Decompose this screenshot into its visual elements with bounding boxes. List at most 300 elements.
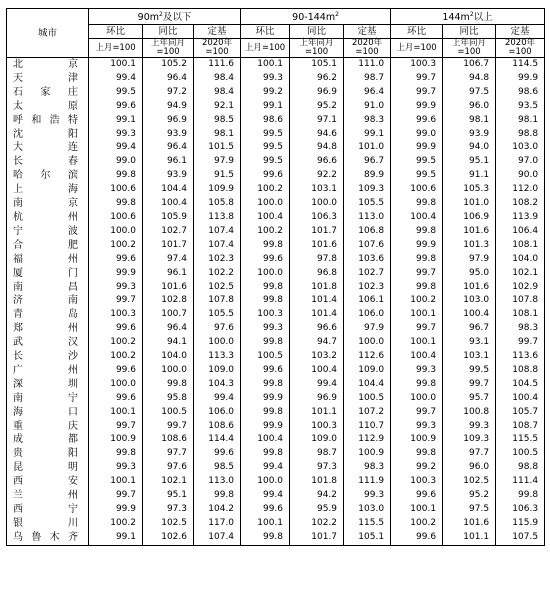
index-value: 115.5 xyxy=(496,433,545,447)
base-header-mom xyxy=(391,39,443,58)
index-value: 98.7 xyxy=(290,447,344,461)
index-value: 100.2 xyxy=(89,517,143,531)
index-value: 99.8 xyxy=(241,531,290,545)
index-value: 101.4 xyxy=(290,294,344,308)
index-value: 100.6 xyxy=(89,183,143,197)
table-row xyxy=(7,253,545,267)
index-value: 95.9 xyxy=(290,503,344,517)
table-row xyxy=(7,489,545,503)
index-value: 100.9 xyxy=(391,433,443,447)
base-header-mom xyxy=(89,39,143,58)
city-name: 西宁 xyxy=(7,503,89,517)
index-value: 101.7 xyxy=(143,239,194,253)
index-value: 100.0 xyxy=(194,336,241,350)
index-value: 99.8 xyxy=(89,197,143,211)
index-value: 99.7 xyxy=(391,86,443,100)
index-value: 113.6 xyxy=(496,350,545,364)
index-value: 109.3 xyxy=(443,433,496,447)
index-value: 102.2 xyxy=(290,517,344,531)
index-value: 100.1 xyxy=(391,336,443,350)
index-value: 100.9 xyxy=(89,433,143,447)
index-value: 115.9 xyxy=(496,517,545,531)
index-value: 99.6 xyxy=(89,392,143,406)
index-value: 108.6 xyxy=(194,420,241,434)
index-value: 99.6 xyxy=(241,169,290,183)
index-value: 104.4 xyxy=(143,183,194,197)
index-value: 107.8 xyxy=(496,294,545,308)
base-header-mom xyxy=(241,39,290,58)
base-header-line: =100 xyxy=(156,47,180,57)
index-value: 100.3 xyxy=(241,308,290,322)
index-value: 98.6 xyxy=(241,114,290,128)
base-header-base xyxy=(344,39,391,58)
index-value: 96.7 xyxy=(443,322,496,336)
table-row xyxy=(7,239,545,253)
index-value: 101.6 xyxy=(443,225,496,239)
index-value: 100.2 xyxy=(391,517,443,531)
index-value: 114.4 xyxy=(194,433,241,447)
index-value: 97.7 xyxy=(143,447,194,461)
table-body xyxy=(7,58,545,546)
index-value: 99.8 xyxy=(241,281,290,295)
index-value: 99.5 xyxy=(443,364,496,378)
index-value: 99.4 xyxy=(194,392,241,406)
index-value: 99.3 xyxy=(89,461,143,475)
index-value: 101.7 xyxy=(290,531,344,545)
base-header-line: 上月=100 xyxy=(95,42,136,53)
index-value: 104.0 xyxy=(496,253,545,267)
base-header-base xyxy=(194,39,241,58)
index-value: 100.2 xyxy=(89,239,143,253)
index-value: 90.0 xyxy=(496,169,545,183)
index-value: 100.4 xyxy=(443,308,496,322)
index-value: 99.5 xyxy=(89,86,143,100)
index-value: 101.6 xyxy=(143,281,194,295)
index-value: 95.0 xyxy=(443,267,496,281)
index-value: 96.1 xyxy=(143,155,194,169)
index-value: 99.4 xyxy=(241,489,290,503)
index-value: 100.7 xyxy=(143,308,194,322)
index-value: 106.0 xyxy=(344,308,391,322)
index-value: 98.4 xyxy=(194,72,241,86)
index-value: 110.7 xyxy=(344,420,391,434)
index-value: 99.6 xyxy=(391,489,443,503)
index-value: 93.9 xyxy=(143,128,194,142)
index-value: 99.5 xyxy=(391,169,443,183)
index-value: 107.4 xyxy=(194,225,241,239)
index-value: 105.9 xyxy=(143,211,194,225)
index-value: 111.4 xyxy=(496,475,545,489)
table-row xyxy=(7,517,545,531)
index-value: 113.8 xyxy=(194,211,241,225)
index-value: 105.3 xyxy=(443,183,496,197)
index-value: 105.2 xyxy=(143,58,194,72)
index-value: 99.5 xyxy=(241,155,290,169)
index-value: 100.2 xyxy=(391,294,443,308)
city-name: 西安 xyxy=(7,475,89,489)
index-value: 103.1 xyxy=(443,350,496,364)
index-value: 97.5 xyxy=(443,86,496,100)
index-value: 99.1 xyxy=(344,128,391,142)
index-value: 102.5 xyxy=(143,517,194,531)
table-row xyxy=(7,503,545,517)
city-name: 重庆 xyxy=(7,420,89,434)
index-value: 99.5 xyxy=(241,141,290,155)
index-value: 99.6 xyxy=(391,114,443,128)
index-value: 96.1 xyxy=(143,267,194,281)
table-row xyxy=(7,225,545,239)
table-row xyxy=(7,350,545,364)
base-header-line: 2020年 xyxy=(351,38,383,48)
index-value: 100.0 xyxy=(241,197,290,211)
index-value: 89.9 xyxy=(344,169,391,183)
index-value: 95.8 xyxy=(143,392,194,406)
index-value: 101.6 xyxy=(290,239,344,253)
index-value: 97.8 xyxy=(290,253,344,267)
index-value: 97.5 xyxy=(443,503,496,517)
base-header-line: 上月=100 xyxy=(396,42,437,53)
city-name: 成都 xyxy=(7,433,89,447)
index-value: 99.4 xyxy=(89,141,143,155)
table-row xyxy=(7,86,545,100)
index-value: 94.6 xyxy=(290,128,344,142)
index-value: 99.9 xyxy=(391,239,443,253)
index-value: 99.8 xyxy=(496,489,545,503)
city-name: 福州 xyxy=(7,253,89,267)
index-value: 92.1 xyxy=(194,100,241,114)
index-value: 102.5 xyxy=(194,281,241,295)
base-header-base xyxy=(496,39,545,58)
index-value: 94.8 xyxy=(443,72,496,86)
index-value: 111.9 xyxy=(344,475,391,489)
index-value: 100.4 xyxy=(241,211,290,225)
index-value: 93.9 xyxy=(443,128,496,142)
index-value: 97.7 xyxy=(443,447,496,461)
index-value: 99.6 xyxy=(89,322,143,336)
index-value: 99.8 xyxy=(241,378,290,392)
index-value: 99.4 xyxy=(290,378,344,392)
city-name: 沈阳 xyxy=(7,128,89,142)
city-name: 合肥 xyxy=(7,239,89,253)
base-header-line: 上年同月 xyxy=(150,38,185,48)
index-value: 100.1 xyxy=(89,58,143,72)
index-value: 102.8 xyxy=(143,294,194,308)
table-row xyxy=(7,308,545,322)
index-value: 95.7 xyxy=(443,392,496,406)
index-value: 101.5 xyxy=(194,141,241,155)
index-value: 99.1 xyxy=(89,114,143,128)
index-value: 99.8 xyxy=(241,239,290,253)
index-value: 109.9 xyxy=(194,183,241,197)
index-value: 92.2 xyxy=(290,169,344,183)
city-name: 昆明 xyxy=(7,461,89,475)
index-value: 99.8 xyxy=(241,294,290,308)
index-value: 96.4 xyxy=(143,322,194,336)
index-value: 99.8 xyxy=(241,406,290,420)
index-value: 93.9 xyxy=(143,169,194,183)
table-row xyxy=(7,406,545,420)
index-value: 114.5 xyxy=(496,58,545,72)
group-header-large: $144m^2$以上 xyxy=(391,9,545,25)
base-header-line: =100 xyxy=(355,47,379,57)
index-value: 98.1 xyxy=(496,114,545,128)
index-value: 106.4 xyxy=(496,225,545,239)
index-value: 99.9 xyxy=(89,503,143,517)
index-value: 94.7 xyxy=(290,336,344,350)
index-value: 97.2 xyxy=(143,86,194,100)
index-value: 101.0 xyxy=(344,141,391,155)
index-value: 100.4 xyxy=(391,350,443,364)
city-column-header: 城市 xyxy=(7,9,89,58)
index-value: 100.1 xyxy=(241,58,290,72)
index-value: 99.9 xyxy=(391,141,443,155)
index-value: 104.5 xyxy=(496,378,545,392)
index-value: 98.7 xyxy=(344,72,391,86)
index-value: 98.5 xyxy=(194,114,241,128)
index-value: 99.3 xyxy=(443,420,496,434)
index-value: 108.7 xyxy=(496,420,545,434)
city-name: 厦门 xyxy=(7,267,89,281)
index-value: 99.7 xyxy=(391,267,443,281)
table-header xyxy=(7,9,545,58)
sub-header-base: 定基 xyxy=(344,25,391,39)
index-value: 96.8 xyxy=(290,267,344,281)
table-row xyxy=(7,114,545,128)
index-value: 99.8 xyxy=(89,447,143,461)
index-value: 97.0 xyxy=(496,155,545,169)
index-value: 99.0 xyxy=(391,128,443,142)
city-name: 银川 xyxy=(7,517,89,531)
index-value: 98.3 xyxy=(344,461,391,475)
index-value: 97.6 xyxy=(194,322,241,336)
sub-header-base: 定基 xyxy=(194,25,241,39)
index-value: 99.4 xyxy=(241,461,290,475)
index-value: 98.6 xyxy=(496,86,545,100)
base-header-yoy xyxy=(290,39,344,58)
index-value: 100.0 xyxy=(290,197,344,211)
index-value: 100.4 xyxy=(391,211,443,225)
index-value: 99.1 xyxy=(89,531,143,545)
index-value: 96.0 xyxy=(443,100,496,114)
index-value: 97.6 xyxy=(143,461,194,475)
index-value: 100.1 xyxy=(391,308,443,322)
index-value: 100.4 xyxy=(496,392,545,406)
index-value: 106.8 xyxy=(344,225,391,239)
index-value: 99.8 xyxy=(391,225,443,239)
index-value: 99.8 xyxy=(241,336,290,350)
base-header-yoy xyxy=(143,39,194,58)
index-value: 100.9 xyxy=(344,447,391,461)
index-value: 107.4 xyxy=(194,531,241,545)
city-name: 杭州 xyxy=(7,211,89,225)
index-value: 108.1 xyxy=(496,308,545,322)
index-value: 104.3 xyxy=(194,378,241,392)
index-value: 99.7 xyxy=(89,420,143,434)
index-value: 101.3 xyxy=(443,239,496,253)
table-row xyxy=(7,531,545,545)
group-header-medium: $90-144m^2$ xyxy=(241,9,391,25)
index-value: 98.1 xyxy=(194,128,241,142)
base-header-line: 上月=100 xyxy=(244,42,286,53)
table-row xyxy=(7,281,545,295)
index-value: 96.9 xyxy=(290,392,344,406)
index-value: 113.3 xyxy=(194,350,241,364)
table-row xyxy=(7,294,545,308)
index-value: 99.8 xyxy=(194,489,241,503)
index-value: 99.6 xyxy=(241,364,290,378)
index-value: 109.3 xyxy=(344,183,391,197)
index-value: 106.7 xyxy=(443,58,496,72)
index-value: 103.0 xyxy=(496,141,545,155)
index-value: 99.7 xyxy=(496,336,545,350)
index-value: 105.8 xyxy=(194,197,241,211)
index-value: 99.0 xyxy=(89,155,143,169)
index-value: 100.3 xyxy=(391,475,443,489)
index-value: 100.0 xyxy=(89,378,143,392)
index-value: 98.8 xyxy=(496,461,545,475)
index-value: 112.9 xyxy=(344,433,391,447)
city-name: 武汉 xyxy=(7,336,89,350)
index-value: 101.7 xyxy=(290,225,344,239)
index-value: 99.9 xyxy=(241,420,290,434)
index-value: 99.6 xyxy=(391,531,443,545)
index-value: 99.8 xyxy=(143,378,194,392)
index-value: 109.0 xyxy=(290,433,344,447)
city-name: 乌鲁木齐 xyxy=(7,531,89,545)
index-value: 99.5 xyxy=(241,128,290,142)
city-name: 哈尔滨 xyxy=(7,169,89,183)
sub-header-mom: 环比 xyxy=(241,25,290,39)
index-value: 101.0 xyxy=(443,197,496,211)
index-value: 94.1 xyxy=(143,336,194,350)
index-value: 100.3 xyxy=(391,58,443,72)
index-value: 100.5 xyxy=(241,350,290,364)
index-value: 104.0 xyxy=(143,350,194,364)
index-value: 97.4 xyxy=(143,253,194,267)
index-value: 113.0 xyxy=(194,475,241,489)
base-header-yoy xyxy=(443,39,496,58)
index-value: 94.2 xyxy=(290,489,344,503)
index-value: 95.1 xyxy=(443,155,496,169)
index-value: 101.8 xyxy=(290,281,344,295)
index-value: 112.6 xyxy=(344,350,391,364)
index-value: 100.2 xyxy=(241,183,290,197)
index-value: 108.1 xyxy=(496,239,545,253)
index-value: 94.8 xyxy=(290,141,344,155)
table-row xyxy=(7,141,545,155)
index-value: 98.8 xyxy=(496,128,545,142)
index-value: 107.8 xyxy=(194,294,241,308)
index-value: 99.7 xyxy=(143,420,194,434)
index-value: 98.4 xyxy=(194,86,241,100)
index-value: 100.0 xyxy=(143,364,194,378)
table-row xyxy=(7,155,545,169)
index-value: 99.3 xyxy=(241,322,290,336)
index-value: 101.1 xyxy=(290,406,344,420)
table-row xyxy=(7,128,545,142)
table-row xyxy=(7,392,545,406)
table-row xyxy=(7,267,545,281)
index-value: 99.6 xyxy=(89,100,143,114)
index-value: 102.1 xyxy=(143,475,194,489)
city-name: 石家庄 xyxy=(7,86,89,100)
city-name: 郑州 xyxy=(7,322,89,336)
index-value: 107.6 xyxy=(344,239,391,253)
index-value: 102.1 xyxy=(496,267,545,281)
index-value: 91.5 xyxy=(194,169,241,183)
table-row xyxy=(7,100,545,114)
index-value: 98.5 xyxy=(194,461,241,475)
index-value: 106.3 xyxy=(496,503,545,517)
index-value: 99.6 xyxy=(89,364,143,378)
index-value: 98.1 xyxy=(443,114,496,128)
index-value: 99.8 xyxy=(391,253,443,267)
index-value: 96.0 xyxy=(443,461,496,475)
base-header-line: =100 xyxy=(205,47,229,57)
index-value: 113.9 xyxy=(496,211,545,225)
index-value: 99.7 xyxy=(89,489,143,503)
index-value: 106.0 xyxy=(194,406,241,420)
index-value: 93.1 xyxy=(443,336,496,350)
index-value: 96.4 xyxy=(143,72,194,86)
index-value: 97.9 xyxy=(443,253,496,267)
index-value: 97.3 xyxy=(290,461,344,475)
index-value: 108.6 xyxy=(143,433,194,447)
base-header-line: =100 xyxy=(508,47,532,57)
index-value: 103.0 xyxy=(443,294,496,308)
index-value: 100.1 xyxy=(241,517,290,531)
table-row xyxy=(7,211,545,225)
price-index-table xyxy=(6,8,545,546)
index-value: 99.8 xyxy=(391,378,443,392)
index-value: 97.1 xyxy=(290,114,344,128)
index-value: 105.5 xyxy=(344,197,391,211)
city-name: 南京 xyxy=(7,197,89,211)
index-value: 99.6 xyxy=(89,253,143,267)
table-row xyxy=(7,420,545,434)
index-value: 107.4 xyxy=(194,239,241,253)
index-value: 100.0 xyxy=(344,336,391,350)
index-value: 99.3 xyxy=(241,72,290,86)
index-value: 100.5 xyxy=(143,406,194,420)
index-value: 117.0 xyxy=(194,517,241,531)
index-value: 100.2 xyxy=(241,225,290,239)
index-value: 96.6 xyxy=(290,322,344,336)
index-value: 101.6 xyxy=(443,517,496,531)
index-value: 100.1 xyxy=(89,475,143,489)
table-row xyxy=(7,183,545,197)
index-value: 106.9 xyxy=(443,211,496,225)
index-value: 99.4 xyxy=(89,72,143,86)
index-value: 99.7 xyxy=(391,72,443,86)
base-header-line: 2020年 xyxy=(201,38,233,48)
index-value: 99.3 xyxy=(391,420,443,434)
table-row xyxy=(7,197,545,211)
index-value: 101.4 xyxy=(290,308,344,322)
index-value: 109.0 xyxy=(194,364,241,378)
index-value: 99.9 xyxy=(241,392,290,406)
city-name: 长春 xyxy=(7,155,89,169)
city-name: 长沙 xyxy=(7,350,89,364)
index-value: 102.7 xyxy=(143,225,194,239)
index-value: 93.5 xyxy=(496,100,545,114)
index-value: 99.3 xyxy=(89,128,143,142)
city-name: 上海 xyxy=(7,183,89,197)
index-value: 99.3 xyxy=(344,489,391,503)
index-value: 96.2 xyxy=(290,72,344,86)
index-value: 105.7 xyxy=(496,406,545,420)
index-value: 99.6 xyxy=(194,447,241,461)
